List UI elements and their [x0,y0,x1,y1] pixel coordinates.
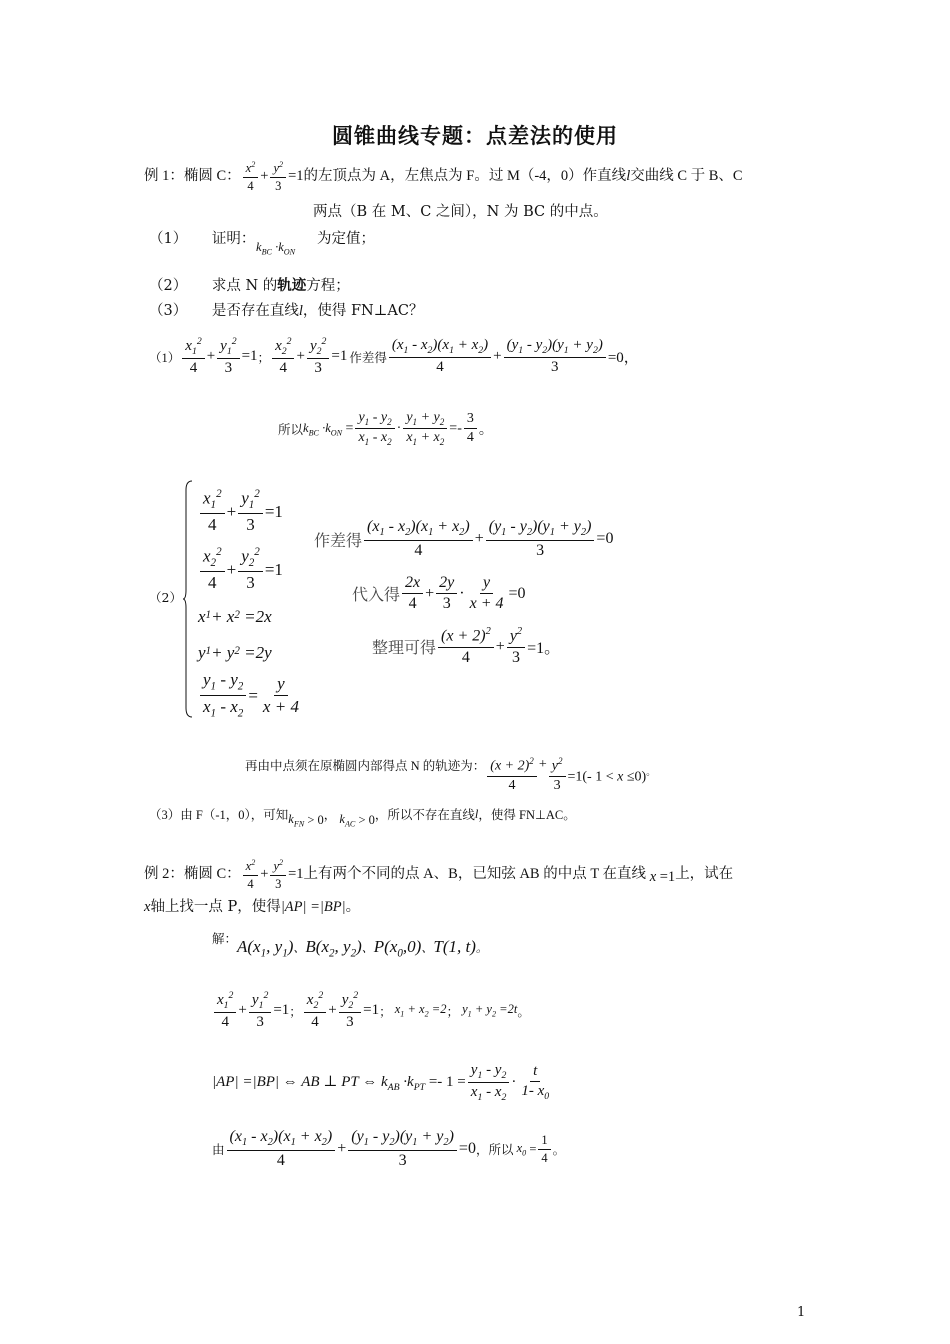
ex2-solve: 解： [212,932,238,946]
q3 [149,300,423,322]
q3-pre: 是否存在直线 [211,303,299,319]
s2-final-text: 再由中点须在原椭圆内部得点 N 的轨迹为： [245,758,486,773]
page-number: 1 [797,1305,806,1320]
ex2-intro-mid: 上有两个不同的点 A、B，已知弦 AB 的中点 T 在直线 [303,866,647,883]
s3-tail2: ，使得 FN⊥AC。 [478,808,576,823]
ex2-suoyi: ，所以 [475,1143,514,1158]
s1-zuocha: 作差得 [349,350,387,365]
q1-kbc-kon: $k_{BC} \cdot k_{ON}$ [256,240,296,257]
q3-number: （3） [149,303,188,319]
s2-dairu: 代入得 [352,585,401,605]
ex1-intro-suffix: 交曲线 C 于 B、C [630,168,743,185]
q1-label: 证明： [211,231,256,247]
s2-number: （2） [149,590,182,605]
system-equations: $\frac{x_1^2}{4}$ + $\frac{y_1^2}{3}$ =1 $\frac{x_2^2}{4}$ + $\frac{y_2^2}{3}$ =1 x 1 + x 2 =2 x y 1 + y 2 =2 y $\frac{y_1 - y_2}{x_1 - x_2}$ = $\frac{y}{x + 4}$ [198,487,299,719]
ex2-intro: 例 2：椭圆 C： $\frac{x^2}{4}$ + $\frac{y^2}{3}$ =1 上有两个不同的点 A、B，已知弦 AB 的中点 T 在直线 x =1 上，试在 [144,858,734,891]
ex1-intro-mid: 的左顶点为 A，左焦点为 F。过 M（-4，0）作直线 [303,168,627,185]
q3-line-l: l [298,303,303,319]
q2-tail: 方程； [306,278,350,294]
ex2-you: 由 [212,1143,225,1158]
s3-pre: （3）由 F（-1，0），可知 [149,808,289,823]
q1-tail: 为定值； [317,231,375,247]
s1-suoyi: 所以 [278,422,304,437]
ex1-intro-line2: 两点（B 在 M、C 之间），N 为 BC 的中点。 [313,204,608,220]
solution-1-slope: 所以 $k_{BC} \cdot k_{ON}$ = $\frac{y_1 - y_2}{x_1 - x_2}$ · $\frac{y_1 + y_2}{x_1 + x_2}$ =- $\frac{3}{4}$ 。 [278,410,493,448]
s2-simplify: 整理可得 $\frac{(x + 2)^2}{4}$ + $\frac{y^2}{3}$ =1。 [372,626,561,666]
s2-trajectory: 再由中点须在原椭圆内部得点 N 的轨迹为： $\frac{(x + 2)^2}{4}$ + $\frac{y^2}{3}$ =1(- 1 < x ≤0)。 [245,756,656,793]
ex2-intro-suffix: 上，试在 [675,866,734,883]
solution-3: （3）由 F（-1，0），可知 $k_{FN}$ > 0 ， $k_{AC}$ > 0 ，所以不存在直线 l ，使得 FN⊥AC。 [149,806,576,829]
ex2-intro-prefix: 例 2：椭圆 C： [144,866,241,883]
s1-number: （1） [149,350,181,365]
solution-1-equations: （1） $\frac{x_1^2}{4}$ + $\frac{y_1^2}{3}$ =1 ； $\frac{x_2^2}{4}$ + $\frac{y_2^2}{3}$ =1 作差得 $\frac{(x_1 - x_2)(x_1 + x_2)}{4}$ + $\frac{(y_1 - y_2)(y_1 + y_2)}{3}$ =0， [149,336,639,377]
q2-bold: 轨迹 [277,277,307,294]
q2-number: （2） [149,278,188,294]
q3-tail: ，使得 FN⊥AC？ [302,303,424,319]
s3-line-l: l [474,806,479,821]
system-brace [183,480,193,718]
s3-tail: ，所以不存在直线 [374,808,475,823]
ex2-equations: $\frac{x_1^2}{4}$ + $\frac{y_1^2}{3}$ =1 ； $\frac{x_2^2}{4}$ + $\frac{y_2^2}{3}$ =1 ； $x_1 + x_2 =2$ ； $y_1 + y_2 =2t$ 。 [212,990,530,1031]
q1 [149,228,255,250]
ex2-result: 由 $\frac{(x_1 - x_2)(x_1 + x_2)}{4}$ + $\frac{(y_1 - y_2)(y_1 + y_2)}{3}$ =0 ，所以 $x_0$ = $\frac{1}{4}$ 。 [212,1128,566,1170]
q2-pre: 求点 N 的 [211,278,278,294]
s2-substitute: 代入得 $\frac{2x}{4}$ + $\frac{2y}{3}$ · $\frac{y}{x + 4}$ =0 [352,574,526,613]
ex2-intro-line2: x轴上找一点 P，使得|AP| =|BP|。 [144,899,361,915]
ex2-points: 解： $A(x_1$, $y_1$)、$B(x_2$, $y_2$)、$P(x_0,0)$、T(1, t)。 [212,928,488,959]
q2 [149,275,350,297]
s2-zhengli: 整理可得 [372,638,437,658]
ellipse-term-y: $\frac{y^2}{3}$ [270,160,286,193]
ex1-intro: 例 1：椭圆 C： $\frac{x^2}{4}$ + $\frac{y^2}{3}$ =1 的左顶点为 A，左焦点为 F。过 M（-4，0）作直线 l 交曲线 C 于 B、C [144,160,743,193]
s2-difference: 作差得 $\frac{(x_1 - x_2)(x_1 + x_2)}{4}$ + $\frac{(y_1 - y_2)(y_1 + y_2)}{3}$ =0 [314,518,614,560]
s2-zuocha: 作差得 [314,530,363,550]
page-title: 圆锥曲线专题：点差法的使用 [332,124,618,148]
ex1-intro-prefix: 例 1：椭圆 C： [144,168,241,185]
ex2-intro-line2-pre: 轴上找一点 P，使得 [150,899,281,915]
line-l: l [626,168,631,185]
ex2-perpendicular: |AP| =|BP| ⇔ AB ⊥ PT ⇔ $k_{AB} \cdot k_{PT}$ =- 1 = $\frac{y_1 - y_2}{x_1 - x_2}$ · $\frac{t}{1- x_0}$ [212,1062,550,1104]
ellipse-term-x: $\frac{x^2}{4}$ [243,160,259,193]
q1-number: （1） [149,231,188,247]
